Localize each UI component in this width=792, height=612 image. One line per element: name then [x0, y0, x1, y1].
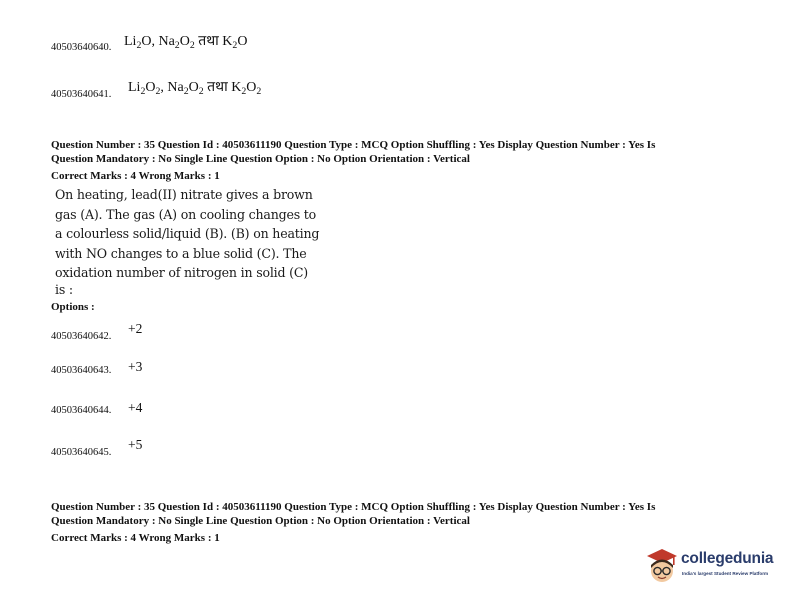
formula-text: O: [237, 34, 248, 49]
option-value-plus-2[interactable]: +2: [128, 321, 143, 336]
next-question-header-line-1: Question Number : 35 Question Id : 40503611190 Question Type : MCQ Option Shuffling : Yes Display Question Number : Yes Is: [51, 501, 656, 513]
option-value-plus-4[interactable]: +4: [128, 400, 143, 415]
question-text-line: a colourless solid/liquid (B). (B) on heating: [55, 226, 320, 242]
formula-subscript: 2: [232, 40, 238, 51]
next-question-header: [51, 500, 771, 545]
formula-subscript: 2: [241, 86, 247, 97]
formula-subscript: 2: [198, 86, 204, 97]
next-question-marks: Correct Marks : 4 Wrong Marks : 1: [51, 532, 220, 544]
option-formula-alkali-peroxides: [128, 77, 261, 97]
option-id-40503640642: 40503640642.: [51, 331, 112, 342]
formula-text: O: [188, 80, 199, 95]
formula-subscript: 2: [136, 40, 142, 51]
formula-subscript: 2: [189, 40, 195, 51]
option-id-40503640640: 40503640640.: [51, 42, 112, 53]
graduate-mascot-icon: [645, 546, 679, 586]
question-header-line-1: Question Number : 35 Question Id : 40503611190 Question Type : MCQ Option Shuffling : Yes Display Question Number : Yes Is: [51, 139, 656, 151]
option-id-40503640643: 40503640643.: [51, 365, 112, 376]
formula-text: तथा K: [203, 80, 242, 95]
formula-subscript: 2: [256, 86, 262, 97]
question-text-line: gas (A). The gas (A) on cooling changes to: [55, 206, 317, 222]
formula-text: Li: [124, 34, 137, 49]
formula-text: O: [246, 80, 257, 95]
question-header: [51, 138, 771, 183]
question-text-line: with NO changes to a blue solid (C). The: [55, 245, 307, 261]
option-id-40503640641: 40503640641.: [51, 89, 112, 100]
formula-subscript: 2: [174, 40, 180, 51]
formula-text: , Na: [160, 80, 184, 95]
formula-text: O, Na: [141, 34, 175, 49]
logo-wordmark: collegedunia: [681, 550, 774, 567]
option-id-40503640644: 40503640644.: [51, 405, 112, 416]
collegedunia-logo: [645, 546, 785, 590]
question-text-line: On heating, lead(II) nitrate gives a brown: [55, 187, 313, 202]
question-header-line-2: Question Mandatory : No Single Line Question Option : No Option Orientation : Vertical: [51, 153, 470, 165]
option-value-plus-3[interactable]: +3: [128, 359, 143, 374]
formula-text: तथा K: [194, 34, 233, 49]
question-text-line: oxidation number of nitrogen in solid (C): [55, 265, 309, 281]
option-formula-alkali-oxides: [124, 31, 247, 51]
formula-subscript: 2: [140, 86, 146, 97]
formula-text: Li: [128, 80, 141, 95]
question-text-line: is :: [55, 281, 73, 297]
question-text: [55, 185, 320, 300]
formula-subscript: 2: [155, 86, 161, 97]
option-id-40503640645: 40503640645.: [51, 447, 112, 458]
formula-subscript: 2: [183, 86, 189, 97]
question-marks: Correct Marks : 4 Wrong Marks : 1: [51, 170, 220, 182]
logo-tagline: India's largest Student Review Platform: [682, 571, 769, 576]
formula-text: O: [179, 34, 190, 49]
formula-text: O: [145, 80, 156, 95]
option-value-plus-5[interactable]: +5: [128, 437, 143, 452]
options-label: Options :: [51, 301, 95, 313]
next-question-header-line-2: Question Mandatory : No Single Line Question Option : No Option Orientation : Vertical: [51, 515, 470, 527]
